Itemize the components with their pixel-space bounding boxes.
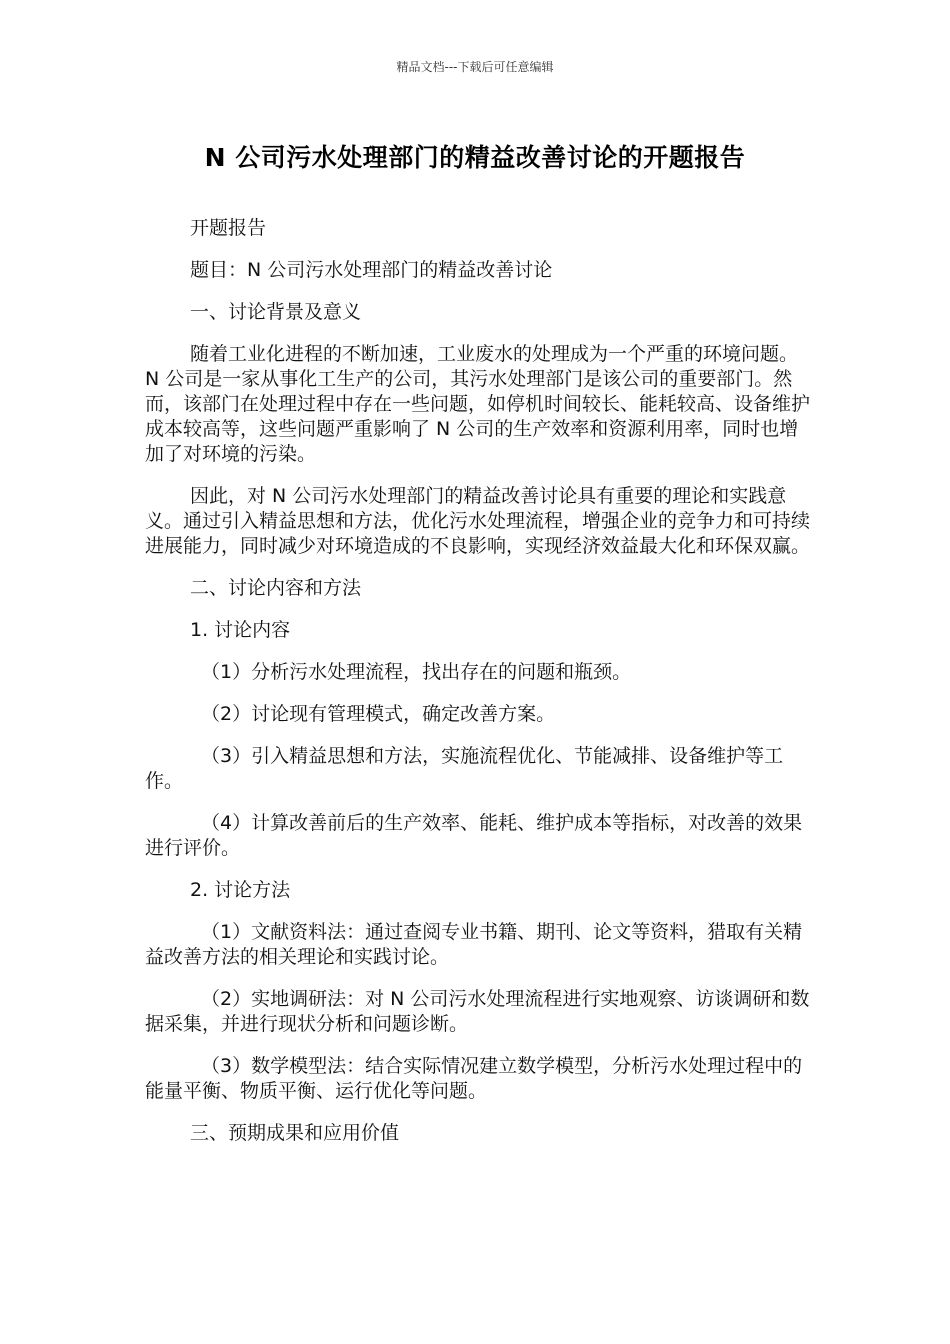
document-title: N 公司污水处理部门的精益改善讨论的开题报告 <box>204 143 746 172</box>
content-item-2: （2）讨论现有管理模式，确定改善方案。 <box>201 703 556 725</box>
subheading-content: 1. 讨论内容 <box>190 619 291 641</box>
subheading-method: 2. 讨论方法 <box>190 879 291 901</box>
paragraph-background-2: 因此，对 N 公司污水处理部门的精益改善讨论具有重要的理论和实践意义。通过引入精益思想和方法，优化污水处理流程，增强企业的竞争力和可持续进展能力，同时减少对环境造成的不良影响，实现经济效益最大化和环保双赢。 <box>145 485 811 557</box>
content-item-3: （3）引入精益思想和方法，实施流程优化、节能减排、设备维护等工作。 <box>145 745 784 792</box>
document-body <box>145 216 810 1163</box>
section-heading-content-method: 二、讨论内容和方法 <box>190 577 362 599</box>
page-header-note: 精品文档---下载后可任意编辑 <box>396 60 554 74</box>
section-heading-background: 一、讨论背景及意义 <box>190 301 362 323</box>
method-item-3: （3）数学模型法：结合实际情况建立数学模型，分析污水处理过程中的能量平衡、物质平衡、运行优化等问题。 <box>145 1055 803 1102</box>
method-item-2: （2）实地调研法：对 N 公司污水处理流程进行实地观察、访谈调研和数据采集，并进行现状分析和问题诊断。 <box>145 988 810 1035</box>
section-heading-results: 三、预期成果和应用价值 <box>190 1122 400 1144</box>
paragraph-report-label: 开题报告 <box>190 217 267 239</box>
method-item-1: （1）文献资料法：通过查阅专业书籍、期刊、论文等资料，猎取有关精益改善方法的相关理论和实践讨论。 <box>145 921 803 968</box>
paragraph-background-1: 随着工业化进程的不断加速，工业废水的处理成为一个严重的环境问题。N 公司是一家从事化工生产的公司，其污水处理部门是该公司的重要部门。然而，该部门在处理过程中存在一些问题，如停机时间较长、能耗较高、设备维护成本较高等，这些问题严重影响了 N 公司的生产效率和资源利用率，同时也增加了对环境的污染。 <box>145 343 811 465</box>
content-item-1: （1）分析污水处理流程，找出存在的问题和瓶颈。 <box>201 661 632 683</box>
content-item-4: （4）计算改善前后的生产效率、能耗、维护成本等指标，对改善的效果进行评价。 <box>145 812 803 859</box>
paragraph-topic: 题目：N 公司污水处理部门的精益改善讨论 <box>190 259 553 281</box>
